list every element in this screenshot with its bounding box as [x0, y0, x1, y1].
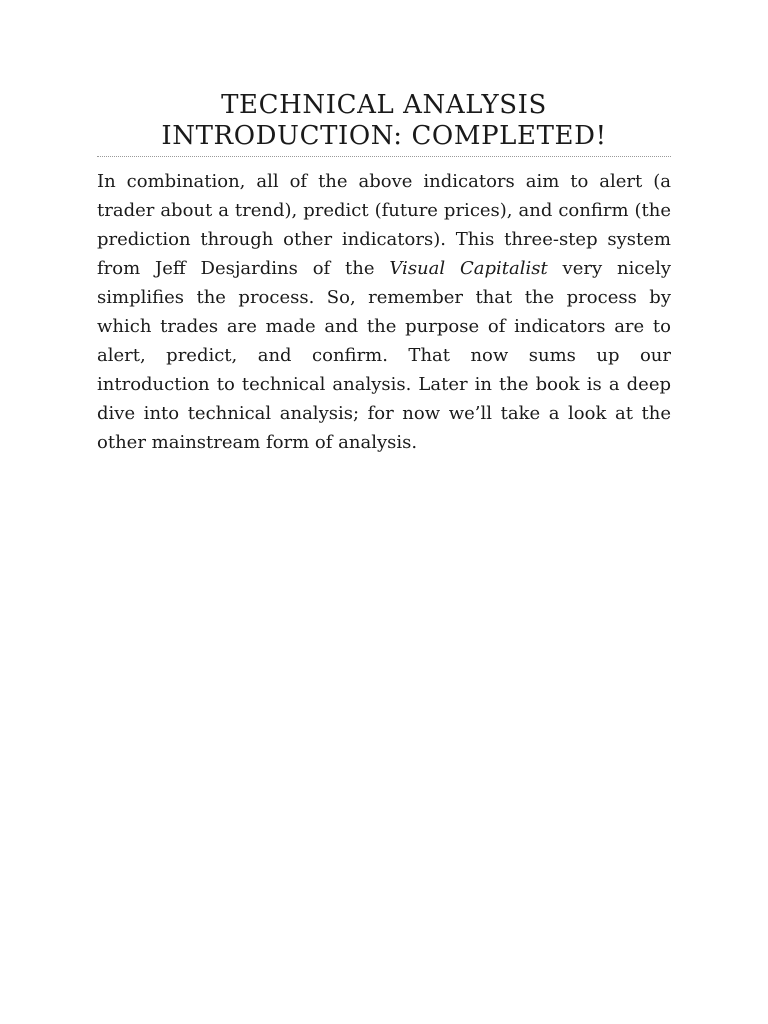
- section-heading: [97, 90, 671, 152]
- heading-divider: [97, 156, 671, 157]
- page-content: [97, 90, 671, 457]
- section-heading-line-1: TECHNICAL ANALYSIS: [221, 90, 547, 120]
- body-paragraph: [97, 167, 671, 457]
- publication-title-emphasis: Visual Capitalist: [389, 258, 548, 279]
- paragraph-text-start: In combination, all of the above indicators aim to alert (a trader about a trend), predict (future prices), and confirm (the prediction through other indicators). This three-step system from Jeff Desjardins of the: [97, 171, 671, 279]
- section-heading-line-2: INTRODUCTION: COMPLETED!: [161, 121, 607, 151]
- paragraph-text-end: very nicely simplifies the process. So, remember that the process by which trades are made and the purpose of indicators are to alert, predict, and confirm. That now sums up our introduction to technical analysis. Later in the book is a deep dive into technical analysis; for now we’ll take a look at the other mainstream form of analysis.: [97, 258, 672, 453]
